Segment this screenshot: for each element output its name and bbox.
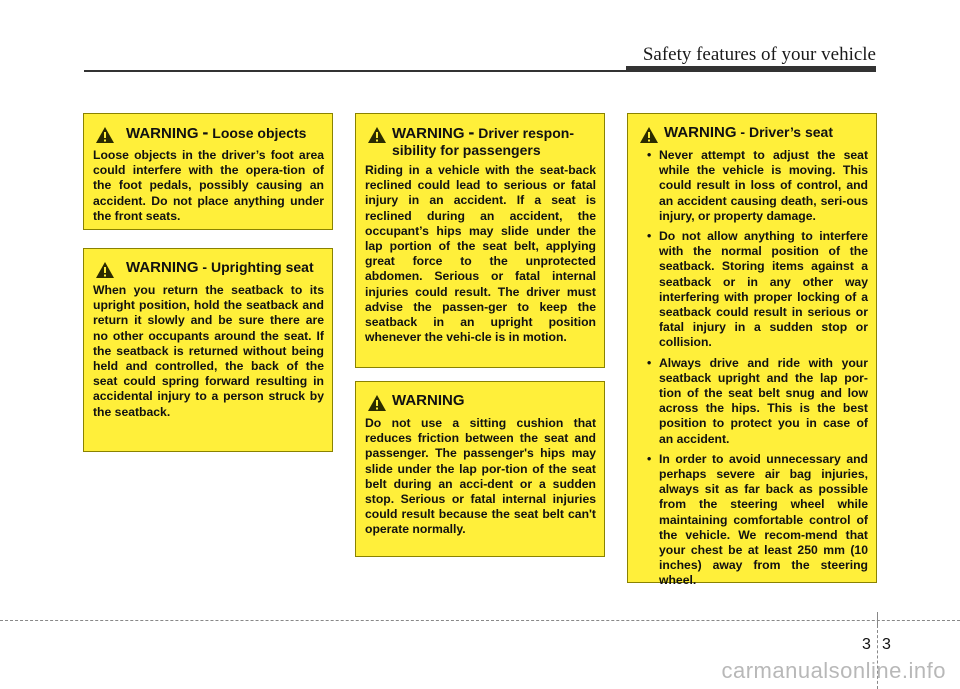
- warning-box-sitting-cushion: [355, 381, 605, 557]
- bullet-icon: •: [647, 229, 652, 244]
- warning-body: Riding in a vehicle with the seat-back reclined could lead to serious or fatal injury in an accident. If a seat is reclined during an accident, the occupant’s hips may slide under the lap portion of the seat belt, applying great force to the unprotected abdomen. Serious or fatal internal injuries could result. The driver must advise the passen-ger to keep the seatback in an upright position whenever the vehi-cle is in motion.: [365, 163, 596, 345]
- list-item: • Always drive and ride with your seatback upright and the lap por-tion of the seat belt snug and low across the hips. This is the best position to protect you in case of an accident.: [647, 355, 868, 446]
- warning-triangle-icon: [95, 261, 115, 279]
- warning-triangle-icon: [639, 126, 659, 144]
- warning-dash: -: [468, 122, 475, 142]
- warning-body: Loose objects in the driver’s foot area could interfere with the opera-tion of the foot pedals, possibly causing an accident. Do not place anything under the front seats.: [93, 148, 324, 223]
- warning-body: Do not use a sitting cushion that reduces friction between the seat and passenger. The passenger's hips may slide under the lap por-tion of the seat belt during an acci-dent or a sudden stop. Serious or fatal internal injuries could result because the seat belt can't operate normally.: [365, 416, 596, 537]
- warning-heading: [365, 124, 596, 159]
- warning-title: [126, 259, 316, 276]
- warning-title: [392, 392, 465, 409]
- warning-label: WARNING: [126, 125, 199, 142]
- warning-heading: [93, 124, 324, 144]
- warning-triangle-icon: [367, 126, 387, 144]
- warning-box-uprighting-seat: [83, 248, 333, 452]
- footer-divider: [877, 612, 878, 628]
- warning-subtitle: Driver’s seat: [748, 124, 834, 140]
- chapter-number: 3: [862, 636, 871, 653]
- warning-dash: -: [740, 124, 746, 140]
- warning-triangle-icon: [95, 126, 115, 144]
- warning-heading: [365, 392, 596, 412]
- warning-label: WARNING: [126, 259, 199, 276]
- bullet-icon: •: [647, 451, 652, 466]
- warning-dash: -: [202, 259, 208, 275]
- warning-label: WARNING: [392, 125, 465, 142]
- warning-subtitle: Uprighting seat: [210, 259, 314, 275]
- bullet-icon: •: [647, 355, 652, 370]
- warning-title: [392, 124, 596, 159]
- warning-heading: [93, 259, 324, 279]
- warning-label: WARNING: [664, 124, 737, 141]
- header-title: Safety features of your vehicle: [642, 44, 876, 65]
- bullet-icon: •: [647, 148, 652, 162]
- warning-label: WARNING: [392, 392, 465, 409]
- list-item: • Never attempt to adjust the seat while the vehicle is moving. This could result in loss of control, and an accident causing death, seri-ous injury, or property damage.: [647, 148, 868, 223]
- warning-dash: -: [202, 122, 209, 142]
- list-item: • In order to avoid unnecessary and perhaps severe air bag injuries, always sit as far back as possible from the steering wheel while maintaining comfortable control of the vehicle. We recom-mend that your chest be at least 250 mm (10 inches) away from the steering wheel.: [647, 451, 868, 588]
- warning-box-loose-objects: [83, 113, 333, 230]
- header-rule-accent: [626, 66, 876, 72]
- warning-heading: [637, 124, 868, 144]
- warning-subtitle: Driver respon-sibility for passengers: [392, 125, 574, 158]
- warning-subtitle: Loose objects: [212, 125, 307, 141]
- list-item: • Do not allow anything to interfere with the normal position of the seatback. Storing items against a seatback or in any other way interfering with proper locking of a seatback could result in serious or fatal injury in a sudden stop or collision.: [647, 229, 868, 350]
- warning-list: [637, 148, 868, 589]
- warning-title: [126, 124, 306, 142]
- warning-box-driver-responsibility: [355, 113, 605, 368]
- warning-box-drivers-seat: [627, 113, 877, 588]
- warning-body: When you return the seatback to its upright position, hold the seatback and return it slowly and be sure there are no other occupants around the seat. If the seatback is returned without being held and controlled, the back of the seat could spring forward resulting in accidental injury to a person struck by the seatback.: [93, 283, 324, 419]
- warning-triangle-icon: [367, 394, 387, 412]
- warning-title: [664, 124, 833, 141]
- page-number: 3: [882, 636, 891, 653]
- watermark: carmanualsonline.info: [721, 658, 946, 683]
- footer-rule: [0, 620, 960, 621]
